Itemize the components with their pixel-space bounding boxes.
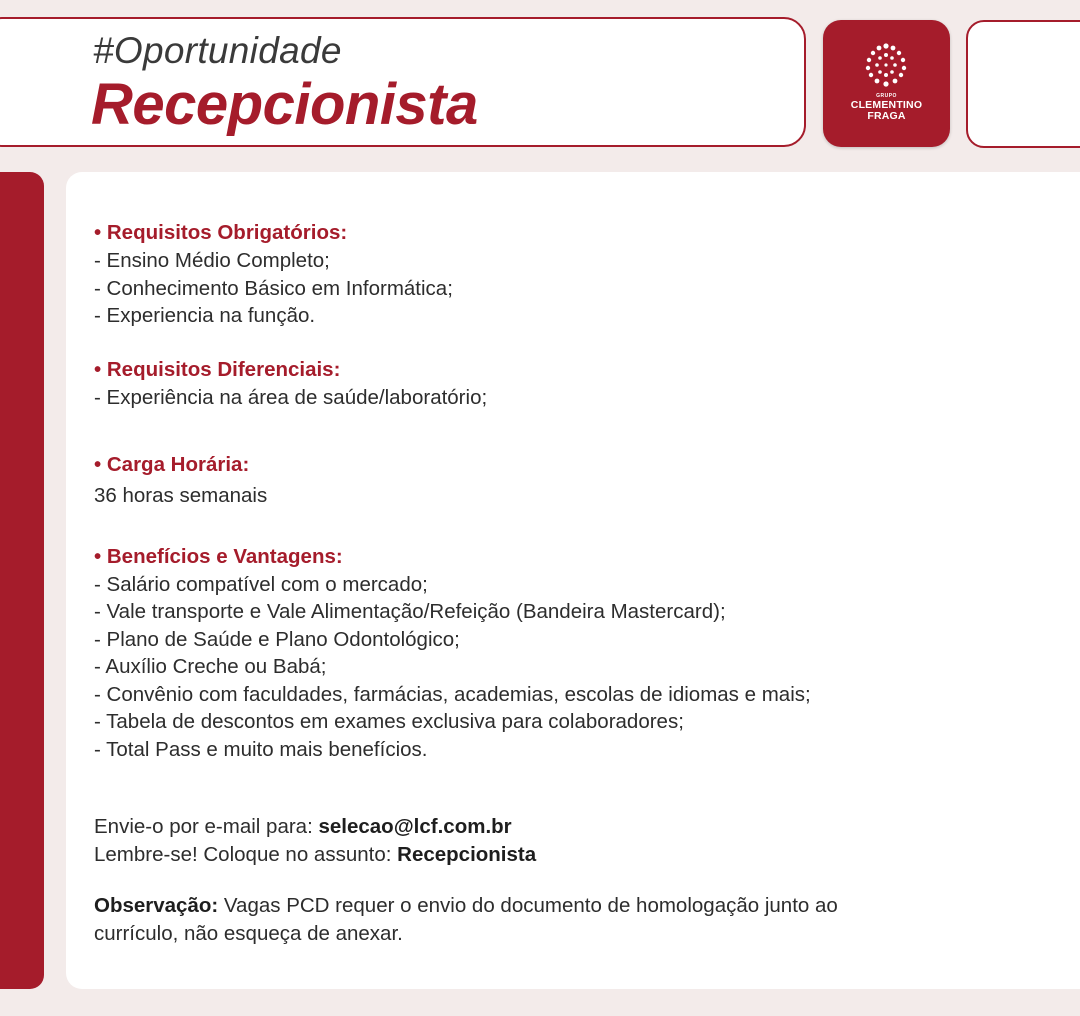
section-differentials bbox=[94, 356, 1034, 412]
list-item: - Tabela de descontos em exames exclusiva para colaboradores; bbox=[94, 710, 684, 733]
list-item: - Experiência na área de saúde/laboratório; bbox=[94, 385, 488, 409]
dots-swirl-icon bbox=[863, 42, 909, 88]
note-line-2: currículo, não esqueça de anexar. bbox=[94, 921, 403, 945]
list-item: - Auxílio Creche ou Babá; bbox=[94, 655, 327, 678]
section-required bbox=[94, 219, 1034, 330]
list-item: - Plano de Saúde e Plano Odontológico; bbox=[94, 627, 460, 651]
list-item: - Salário compatível com o mercado; bbox=[94, 572, 428, 596]
list-item: 36 horas semanais bbox=[94, 484, 268, 507]
note-text: Vagas PCD requer o envio do documento de homologação junto ao bbox=[218, 894, 838, 917]
email-line bbox=[94, 813, 1034, 841]
note bbox=[94, 892, 1034, 947]
company-logo bbox=[823, 20, 950, 147]
contact-info bbox=[94, 813, 1034, 868]
email-prefix: Envie-o por e-mail para: bbox=[94, 815, 319, 838]
logo-name-line1: CLEMENTINO bbox=[850, 99, 923, 111]
logo-group-label: GRUPO bbox=[876, 93, 897, 99]
email-subject: Recepcionista bbox=[397, 842, 537, 866]
side-card bbox=[966, 20, 1080, 148]
email-address[interactable]: selecao@lcf.com.br bbox=[318, 815, 512, 838]
section-title: • Benefícios e Vantagens: bbox=[94, 544, 343, 568]
subject-prefix: Lembre-se! Coloque no assunto: bbox=[94, 842, 398, 866]
section-title: • Carga Horária: bbox=[94, 453, 250, 476]
section-title: • Requisitos Obrigatórios: bbox=[94, 221, 348, 244]
list-item: - Experiencia na função. bbox=[94, 304, 316, 327]
logo-name-line2: FRAGA bbox=[867, 110, 906, 122]
left-accent-bar bbox=[0, 172, 44, 989]
section-benefits bbox=[94, 543, 1034, 764]
section-workload bbox=[94, 451, 1034, 510]
job-description bbox=[94, 219, 1034, 947]
subject-line bbox=[94, 841, 1034, 869]
list-item: - Vale transporte e Vale Alimentação/Refeição (Bandeira Mastercard); bbox=[94, 600, 726, 623]
list-item: - Ensino Médio Completo; bbox=[94, 249, 330, 272]
note-label: Observação: bbox=[94, 894, 219, 917]
list-item: - Convênio com faculdades, farmácias, academias, escolas de idiomas e mais; bbox=[94, 682, 811, 706]
list-item: - Conhecimento Básico em Informática; bbox=[94, 276, 453, 300]
hashtag-label: #Oportunidade bbox=[93, 30, 342, 71]
list-item: - Total Pass e muito mais benefícios. bbox=[94, 737, 428, 761]
section-title: • Requisitos Diferenciais: bbox=[94, 357, 341, 381]
page-title: Recepcionista bbox=[91, 72, 478, 137]
note-line bbox=[94, 892, 1034, 920]
